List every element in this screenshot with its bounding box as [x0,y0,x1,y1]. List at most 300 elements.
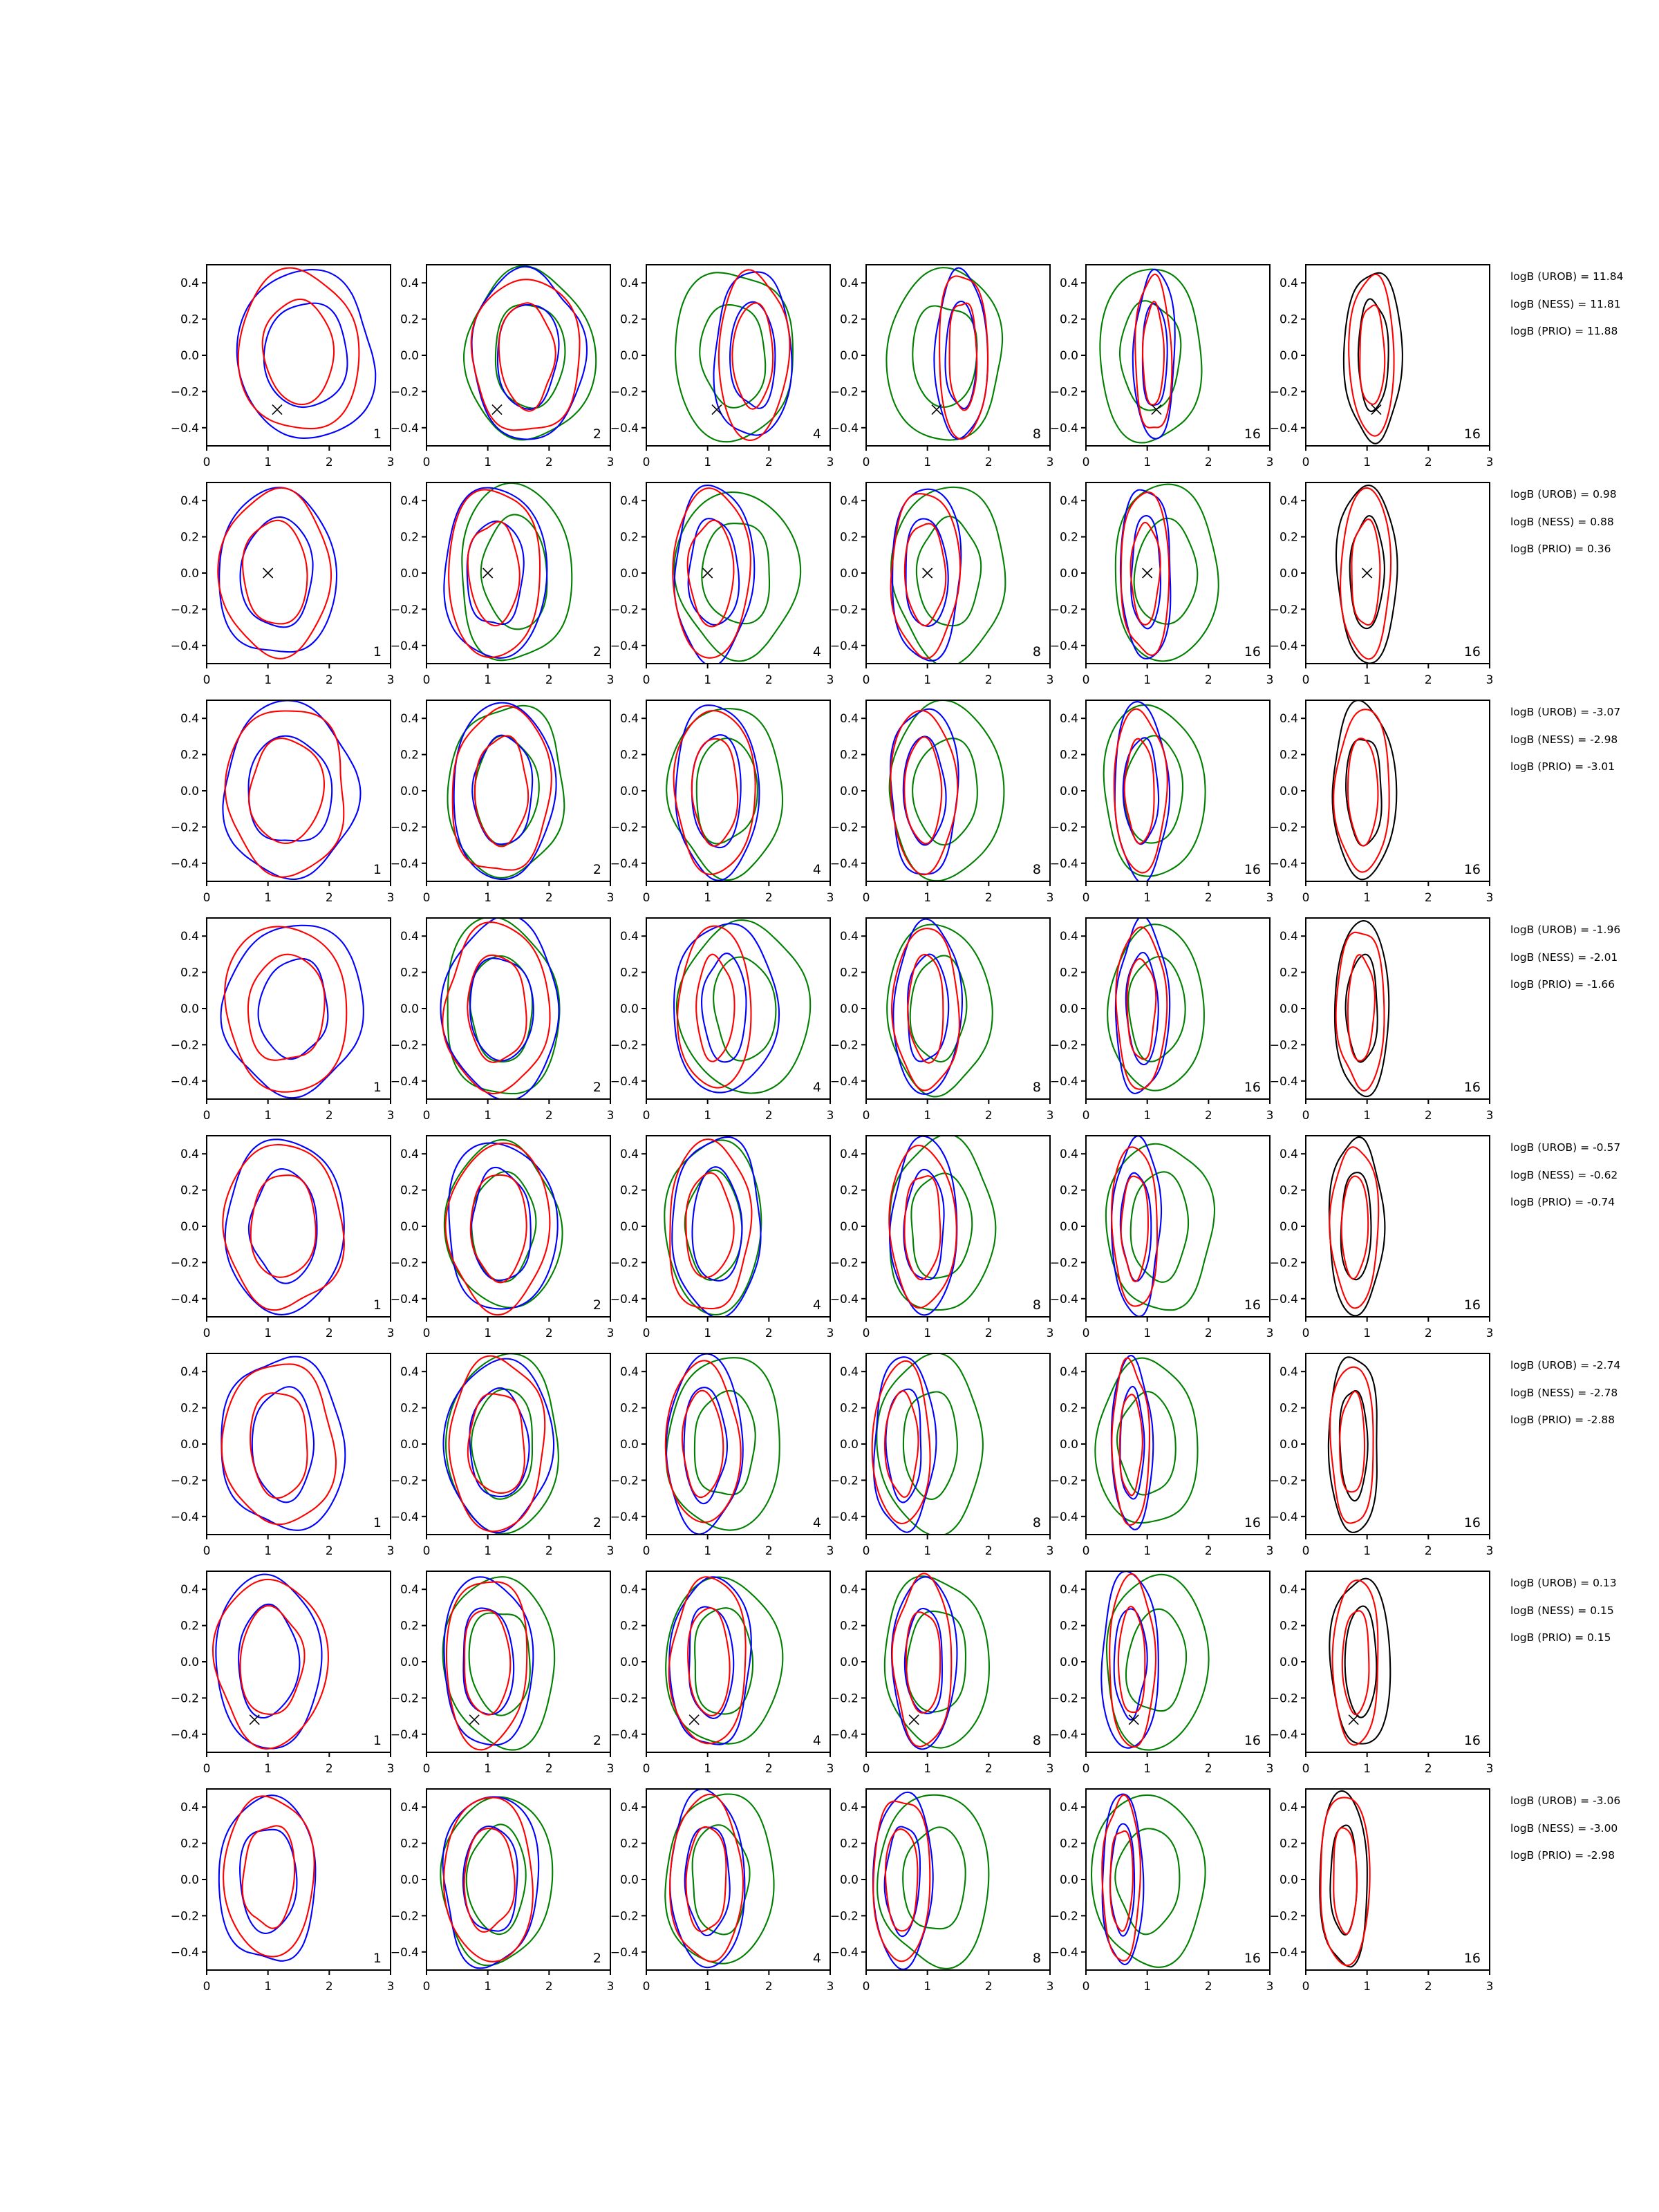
x-tick-label: 3 [826,1762,834,1776]
y-tick-label: 0.2 [839,1401,859,1416]
tick-marks [1301,718,1490,886]
subplot-r5c6 [1270,1125,1519,1340]
x-tick-label: 0 [1302,673,1310,687]
y-tick-label: 0.2 [619,312,639,327]
y-tick-label: −0.4 [390,1510,419,1524]
x-tick-label: 0 [642,891,650,905]
subplot-corner-label: 8 [1032,1951,1041,1966]
y-tick-label: −0.4 [170,1727,199,1742]
x-tick-label: 1 [484,1327,492,1340]
x-tick-label: 2 [984,891,993,905]
x-tick-label: 0 [422,1762,431,1776]
y-tick-label: −0.2 [170,821,199,835]
contour-lines [1100,270,1201,443]
x-tick-label: 3 [1046,673,1054,687]
x-tick-label: 3 [386,1327,395,1340]
y-tick-label: 0.2 [400,1401,419,1416]
subplot-r4c3 [610,907,859,1123]
subplot-r3c4 [830,689,1079,905]
y-tick-label: 0.2 [180,530,199,545]
contour-lines [887,919,993,1097]
x-tick-label: 3 [606,1762,615,1776]
y-tick-label: 0.2 [619,966,639,980]
y-tick-label: −0.4 [1269,1945,1298,1960]
x-tick-label: 2 [765,673,773,687]
true-value-x-marker [250,1715,259,1725]
tick-labels [1270,1365,1494,1558]
axes-frame [1306,918,1490,1099]
x-tick-label: 0 [862,1327,870,1340]
contour-green-inner [469,1613,530,1715]
contour-blue-outer [1133,270,1175,439]
y-tick-label: −0.2 [390,821,419,835]
x-tick-label: 3 [1046,891,1054,905]
y-tick-label: 0.4 [1059,1583,1078,1597]
tick-labels [1270,1801,1494,1994]
y-tick-label: −0.4 [390,421,419,435]
y-tick-label: −0.4 [390,1074,419,1089]
subplot-corner-label: 8 [1032,862,1041,877]
subplot-corner-label: 2 [592,1951,601,1966]
x-tick-label: 0 [1082,891,1090,905]
x-tick-label: 1 [1363,456,1371,469]
contour-lines [1329,1137,1385,1315]
logb-annotation-line: logB (NESS) = -0.62 [1510,1168,1618,1181]
contour-red-outer [1321,1797,1370,1965]
y-tick-label: 0.4 [1059,1365,1078,1380]
subplot-r1c3 [610,254,859,469]
y-tick-label: 0.2 [180,1401,199,1416]
x-tick-label: 3 [606,1109,615,1123]
contour-red-inner [465,1611,510,1715]
y-tick-label: 0.0 [180,567,199,581]
y-tick-label: 0.2 [619,1619,639,1633]
y-tick-label: 0.0 [1059,1873,1078,1887]
subplot-corner-label: 2 [592,862,601,877]
axes-frame [646,1353,830,1535]
logb-annotation-line: logB (NESS) = -2.01 [1510,950,1618,964]
contour-lines [1106,1136,1215,1316]
subplot-corner-label: 1 [373,1515,382,1530]
x-tick-label: 1 [1143,1109,1152,1123]
x-tick-label: 3 [1485,1544,1494,1558]
subplot-corner-label: 16 [1463,1297,1481,1313]
y-tick-label: 0.0 [619,567,639,581]
contour-blue-inner [1126,953,1159,1065]
y-tick-label: −0.4 [610,1945,639,1960]
contour-green-inner [702,523,769,624]
y-tick-label: −0.2 [1049,1474,1078,1488]
tick-labels [610,1583,834,1776]
x-tick-label: 3 [386,1762,395,1776]
y-tick-label: 0.0 [839,1873,859,1887]
contour-red-outer [449,1356,545,1532]
true-value-x-marker [909,1715,919,1725]
x-tick-label: 0 [642,1762,650,1776]
x-tick-label: 2 [545,1327,553,1340]
contour-red-inner [465,1828,515,1932]
contour-green-outer [443,1577,555,1750]
contour-red-inner [1342,1177,1368,1280]
x-tick-label: 1 [484,456,492,469]
y-tick-label: −0.4 [1049,1074,1078,1089]
tick-labels [391,930,615,1123]
y-tick-label: 0.2 [400,530,419,545]
contour-red-outer [1333,1580,1378,1745]
contour-lines [674,920,810,1093]
contour-lines [1116,485,1219,662]
x-tick-label: 1 [264,456,272,469]
contour-green-outer [666,1577,782,1744]
y-tick-label: 0.0 [619,349,639,363]
contour-lines [889,1134,995,1315]
y-tick-label: −0.2 [610,1256,639,1271]
tick-labels [171,276,395,469]
tick-labels [171,930,395,1123]
contour-red-inner [1333,1828,1357,1934]
contour-black-outer [1335,921,1389,1096]
contour-lines [885,1573,989,1749]
tick-marks [422,936,610,1104]
contour-blue-inner [730,302,775,409]
x-tick-label: 3 [606,1544,615,1558]
x-tick-label: 3 [1046,1327,1054,1340]
axes-frame [646,265,830,446]
y-tick-label: 0.0 [180,785,199,798]
contour-blue-outer [221,1357,345,1530]
y-tick-label: −0.2 [170,1691,199,1706]
tick-labels [830,1365,1054,1558]
subplot-r6c1 [171,1342,420,1558]
y-tick-label: −0.2 [830,1909,859,1924]
true-value-x-marker [1349,1715,1358,1725]
true-value-x-marker [923,568,932,578]
y-tick-label: 0.2 [400,1183,419,1198]
y-tick-label: 0.2 [1059,1837,1078,1851]
y-tick-label: 0.0 [180,349,199,363]
subplot-r3c1 [171,689,420,905]
y-tick-label: −0.4 [830,1510,859,1524]
tick-labels [391,1583,615,1776]
y-tick-label: −0.2 [390,1691,419,1706]
x-tick-label: 3 [1485,1109,1494,1123]
y-tick-label: 0.0 [1279,1873,1298,1887]
contour-blue-outer [444,1359,554,1533]
contour-green-inner [713,957,776,1061]
axes-frame [207,1136,391,1317]
contour-green-outer [885,1576,989,1747]
axes-frame [646,1789,830,1970]
contour-black-outer [1336,485,1398,664]
contour-red-outer [1340,488,1391,659]
tick-marks [861,500,1050,668]
y-tick-label: 0.0 [400,1873,419,1887]
axes-frame [1306,265,1490,446]
subplot-r8c4 [830,1778,1079,1994]
x-tick-label: 2 [984,1762,993,1776]
x-tick-label: 1 [704,1762,712,1776]
subplot-r2c4 [830,471,1079,687]
y-tick-label: 0.2 [1279,312,1298,327]
y-tick-label: 0.0 [839,349,859,363]
x-tick-label: 1 [924,1980,932,1994]
tick-labels [1050,494,1274,687]
x-tick-label: 2 [984,1109,993,1123]
tick-labels [830,494,1054,687]
y-tick-label: 0.0 [839,1656,859,1669]
y-tick-label: 0.0 [400,349,419,363]
contour-lines [213,1575,328,1749]
y-tick-label: 0.2 [1279,1837,1298,1851]
y-tick-label: −0.4 [830,1074,859,1089]
logb-annotation-line: logB (UROB) = -1.96 [1510,924,1621,936]
x-tick-label: 2 [1424,891,1432,905]
contour-black-outer [1333,700,1397,879]
y-tick-label: −0.2 [1049,1256,1078,1271]
contour-black-inner [1345,1606,1377,1718]
y-tick-label: −0.2 [390,1474,419,1488]
y-tick-label: −0.2 [390,1909,419,1924]
y-tick-label: 0.4 [839,1801,859,1815]
logb-annotation-line: logB (PRIO) = 0.36 [1510,543,1611,555]
y-tick-label: −0.2 [1269,821,1298,835]
y-tick-label: −0.4 [390,1945,419,1960]
contour-blue-inner [1123,738,1159,844]
contour-red-outer [471,279,580,430]
subplot-corner-label: 1 [373,1733,382,1748]
x-tick-label: 1 [264,891,272,905]
contour-blue-inner [241,517,313,627]
contour-lines [1320,1791,1369,1967]
x-tick-label: 2 [765,1109,773,1123]
y-tick-label: −0.4 [1269,1727,1298,1742]
subplot-r4c4 [830,907,1079,1123]
axes-frame [1306,1353,1490,1535]
y-tick-label: −0.4 [610,1727,639,1742]
y-tick-label: 0.4 [839,1583,859,1597]
subplot-r7c5 [1050,1560,1299,1776]
y-tick-label: 0.0 [1279,785,1298,798]
tick-labels [1050,1801,1274,1994]
contour-lines [1344,273,1403,444]
x-tick-label: 3 [386,673,395,687]
x-tick-label: 1 [1363,1762,1371,1776]
subplot-corner-label: 8 [1032,1515,1041,1530]
contour-blue-outer [219,1795,316,1961]
subplot-r1c5 [1050,254,1299,469]
contour-red-outer [892,928,959,1090]
contour-green-inner [697,738,758,843]
contour-red-inner [1127,959,1156,1059]
y-tick-label: 0.0 [1059,1220,1078,1234]
y-tick-label: −0.4 [390,1727,419,1742]
tick-labels [1270,1583,1494,1776]
true-value-x-marker [483,568,493,578]
y-tick-label: 0.0 [180,1438,199,1452]
x-tick-label: 1 [1143,673,1152,687]
y-tick-label: −0.4 [610,856,639,871]
logb-annotation-line: logB (PRIO) = -1.66 [1510,978,1615,991]
subplot-r5c2 [391,1125,639,1340]
y-tick-label: −0.4 [1269,421,1298,435]
y-tick-label: 0.4 [839,276,859,291]
axes-frame [866,1353,1050,1535]
subplot-r2c1 [171,471,420,687]
x-tick-label: 3 [1266,456,1274,469]
y-tick-label: 0.4 [839,1147,859,1162]
x-tick-label: 0 [1302,1544,1310,1558]
y-tick-label: −0.4 [1269,856,1298,871]
contour-lines [1104,702,1206,883]
y-tick-label: −0.4 [1049,1292,1078,1306]
x-tick-label: 0 [862,891,870,905]
true-value-x-marker [263,568,273,578]
x-tick-label: 3 [1266,1544,1274,1558]
x-tick-label: 2 [325,1109,333,1123]
contour-red-inner [241,1606,305,1714]
y-tick-label: 0.4 [1059,494,1078,509]
y-tick-label: −0.4 [830,1727,859,1742]
subplot-r1c6 [1270,254,1519,469]
y-tick-label: −0.2 [830,1256,859,1271]
x-tick-label: 3 [1266,1762,1274,1776]
y-tick-label: 0.0 [400,1656,419,1669]
x-tick-label: 1 [924,673,932,687]
y-tick-label: −0.4 [390,1292,419,1306]
x-tick-label: 3 [386,456,395,469]
logb-annotation-line: logB (UROB) = -3.06 [1510,1794,1621,1807]
axes-frame [427,1353,610,1535]
tick-labels [171,712,395,905]
x-tick-label: 0 [862,673,870,687]
logb-annotations-row8 [1510,1788,1659,1870]
tick-marks [641,283,830,451]
y-tick-label: 0.4 [1059,276,1078,291]
x-tick-label: 1 [484,1109,492,1123]
tick-marks [1301,1589,1490,1757]
logb-annotation-line: logB (PRIO) = -2.98 [1510,1849,1615,1862]
subplot-corner-label: 4 [812,1080,821,1095]
subplot-r6c2 [391,1342,639,1558]
contour-blue-outer [890,1136,957,1315]
y-tick-label: 0.2 [1059,966,1078,980]
y-tick-label: 0.4 [619,930,639,944]
x-tick-label: 0 [642,1109,650,1123]
subplot-corner-label: 16 [1463,427,1481,442]
contour-lines [666,1577,782,1745]
x-tick-label: 0 [642,1544,650,1558]
x-tick-label: 2 [765,891,773,905]
logb-annotations-row2 [1510,481,1659,563]
y-tick-label: −0.4 [170,1945,199,1960]
contour-lines [1329,1357,1377,1533]
subplot-r8c3 [610,1778,859,1994]
x-tick-label: 0 [422,673,431,687]
x-tick-label: 1 [924,1109,932,1123]
x-tick-label: 3 [1485,456,1494,469]
y-tick-label: 0.0 [839,1220,859,1234]
x-tick-label: 3 [826,1327,834,1340]
y-tick-label: 0.4 [619,276,639,291]
x-tick-label: 2 [545,1109,553,1123]
x-tick-label: 2 [765,1762,773,1776]
x-tick-label: 2 [1204,1980,1212,1994]
tick-labels [830,1801,1054,1994]
contour-lines [665,1789,774,1967]
true-value-x-marker [689,1715,699,1725]
y-tick-label: −0.2 [610,1691,639,1706]
logb-annotation-line: logB (NESS) = -2.78 [1510,1386,1618,1399]
x-tick-label: 0 [1302,1762,1310,1776]
subplot-r7c1 [171,1560,420,1776]
y-tick-label: 0.4 [1279,1365,1298,1380]
logb-annotation-line: logB (PRIO) = -0.74 [1510,1196,1615,1208]
axes-frame [427,918,610,1099]
tick-labels [391,1147,615,1340]
y-tick-label: −0.4 [1049,1945,1078,1960]
subplot-corner-label: 4 [812,1951,821,1966]
y-tick-label: 0.4 [619,1147,639,1162]
logb-annotation-line: logB (NESS) = -2.98 [1510,733,1618,746]
x-tick-label: 3 [606,673,615,687]
tick-marks [1301,500,1490,668]
x-tick-label: 0 [862,1762,870,1776]
tick-marks [861,718,1050,886]
tick-marks [202,283,391,451]
contour-blue-outer [675,705,759,881]
contour-blue-inner [472,735,532,845]
y-tick-label: 0.4 [1279,1583,1298,1597]
subplot-corner-label: 8 [1032,1733,1041,1748]
axes-frame [866,482,1050,664]
subplot-corner-label: 2 [592,1080,601,1095]
x-tick-label: 3 [606,456,615,469]
subplot-corner-label: 2 [592,644,601,659]
y-tick-label: 0.2 [400,312,419,327]
contour-red-outer [890,711,957,874]
y-tick-label: −0.2 [1269,1474,1298,1488]
subplot-corner-label: 2 [592,1297,601,1313]
contour-lines [1101,1571,1208,1750]
tick-marks [1301,936,1490,1104]
y-tick-label: 0.4 [1279,712,1298,727]
contour-green-outer [446,1353,559,1534]
y-tick-label: 0.4 [839,1365,859,1380]
contour-blue-outer [223,700,360,879]
y-tick-label: 0.4 [400,1147,419,1162]
tick-marks [202,1154,391,1322]
y-tick-label: 0.2 [839,530,859,545]
x-tick-label: 1 [264,1762,272,1776]
x-tick-label: 2 [765,1980,773,1994]
x-tick-label: 1 [484,891,492,905]
y-tick-label: 0.4 [1279,494,1298,509]
x-tick-label: 2 [1204,673,1212,687]
x-tick-label: 1 [264,1544,272,1558]
x-tick-label: 3 [826,1109,834,1123]
contour-green-outer [462,483,572,660]
y-tick-label: 0.0 [619,1220,639,1234]
y-tick-label: −0.4 [390,639,419,653]
tick-marks [641,718,830,886]
y-tick-label: 0.4 [180,930,199,944]
y-tick-label: 0.2 [839,966,859,980]
contour-blue-outer [890,709,959,874]
y-tick-label: 0.4 [400,1583,419,1597]
contour-lines [440,1797,552,1968]
x-tick-label: 3 [826,456,834,469]
y-tick-label: −0.2 [1269,1038,1298,1053]
